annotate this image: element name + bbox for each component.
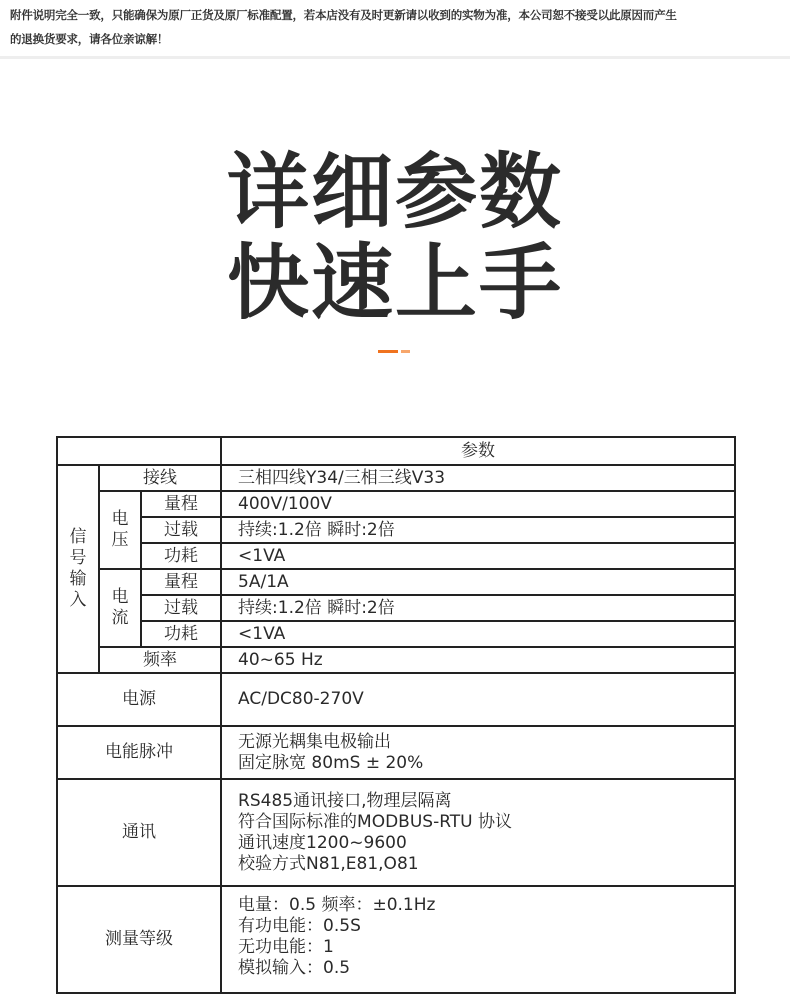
accuracy-line: 无功电能：1 bbox=[238, 937, 334, 957]
current-text: 电流 bbox=[111, 587, 129, 628]
comm-line: RS485通讯接口,物理层隔离 bbox=[238, 790, 452, 811]
accuracy-value bbox=[221, 886, 735, 993]
current-power-value: <1VA bbox=[221, 621, 735, 647]
notice-line-1: 附件说明完全一致，只能确保为原厂正货及原厂标准配置，若本店没有及时更新请以收到的实物为准，本公司恕不接受以此原因而产生 bbox=[10, 8, 677, 22]
voltage-overload-label: 过载 bbox=[141, 517, 221, 543]
current-overload-value: 持续:1.2倍 瞬时:2倍 bbox=[221, 595, 735, 621]
comm-line: 符合国际标准的MODBUS-RTU 协议 bbox=[238, 811, 513, 832]
accuracy-label: 测量等级 bbox=[57, 886, 221, 993]
heading-line-2: 快速上手 bbox=[226, 236, 563, 331]
current-label bbox=[99, 569, 141, 647]
power-supply-label: 电源 bbox=[57, 673, 221, 726]
heading-line-1: 详细参数 bbox=[226, 145, 563, 240]
voltage-overload-value: 持续:1.2倍 瞬时:2倍 bbox=[221, 517, 735, 543]
accent-bar-small bbox=[401, 350, 410, 353]
accuracy-line: 电量：0.5 频率：±0.1Hz bbox=[238, 895, 436, 915]
current-range-value: 5A/1A bbox=[221, 569, 735, 595]
power-supply-value: AC/DC80-270V bbox=[221, 673, 735, 726]
pulse-line: 固定脉宽 80mS ± 20% bbox=[238, 752, 424, 773]
comm-value bbox=[221, 779, 735, 886]
wiring-label: 接线 bbox=[99, 465, 221, 491]
accuracy-line: 模拟输入：0.5 bbox=[238, 958, 351, 978]
voltage-range-label: 量程 bbox=[141, 491, 221, 517]
voltage-power-value: <1VA bbox=[221, 543, 735, 569]
voltage-range-value: 400V/100V bbox=[221, 491, 735, 517]
frequency-value: 40~65 Hz bbox=[221, 647, 735, 673]
comm-line: 校验方式N81,E81,O81 bbox=[238, 853, 419, 874]
pulse-line: 无源光耦集电极输出 bbox=[238, 731, 392, 752]
notice-banner bbox=[0, 0, 790, 59]
frequency-label: 频率 bbox=[99, 647, 221, 673]
voltage-label bbox=[99, 491, 141, 569]
pulse-label: 电能脉冲 bbox=[57, 726, 221, 779]
voltage-power-label: 功耗 bbox=[141, 543, 221, 569]
header-blank-cell bbox=[57, 437, 221, 465]
notice-line-2: 的退换货要求，请各位亲谅解！ bbox=[10, 32, 169, 46]
current-range-label: 量程 bbox=[141, 569, 221, 595]
pulse-value bbox=[221, 726, 735, 779]
current-power-label: 功耗 bbox=[141, 621, 221, 647]
comm-line: 通讯速度1200~9600 bbox=[238, 832, 407, 853]
signal-input-label bbox=[57, 465, 99, 673]
current-overload-label: 过载 bbox=[141, 595, 221, 621]
header-params: 参数 bbox=[221, 437, 735, 465]
voltage-text: 电压 bbox=[111, 509, 129, 550]
accent-bar-main bbox=[378, 350, 398, 353]
wiring-value: 三相四线Y34/三相三线V33 bbox=[221, 465, 735, 491]
comm-label: 通讯 bbox=[57, 779, 221, 886]
signal-input-text: 信号输入 bbox=[69, 527, 87, 610]
accent-divider bbox=[378, 350, 410, 353]
accuracy-line: 有功电能：0.5S bbox=[238, 916, 361, 936]
spec-table bbox=[56, 436, 736, 994]
